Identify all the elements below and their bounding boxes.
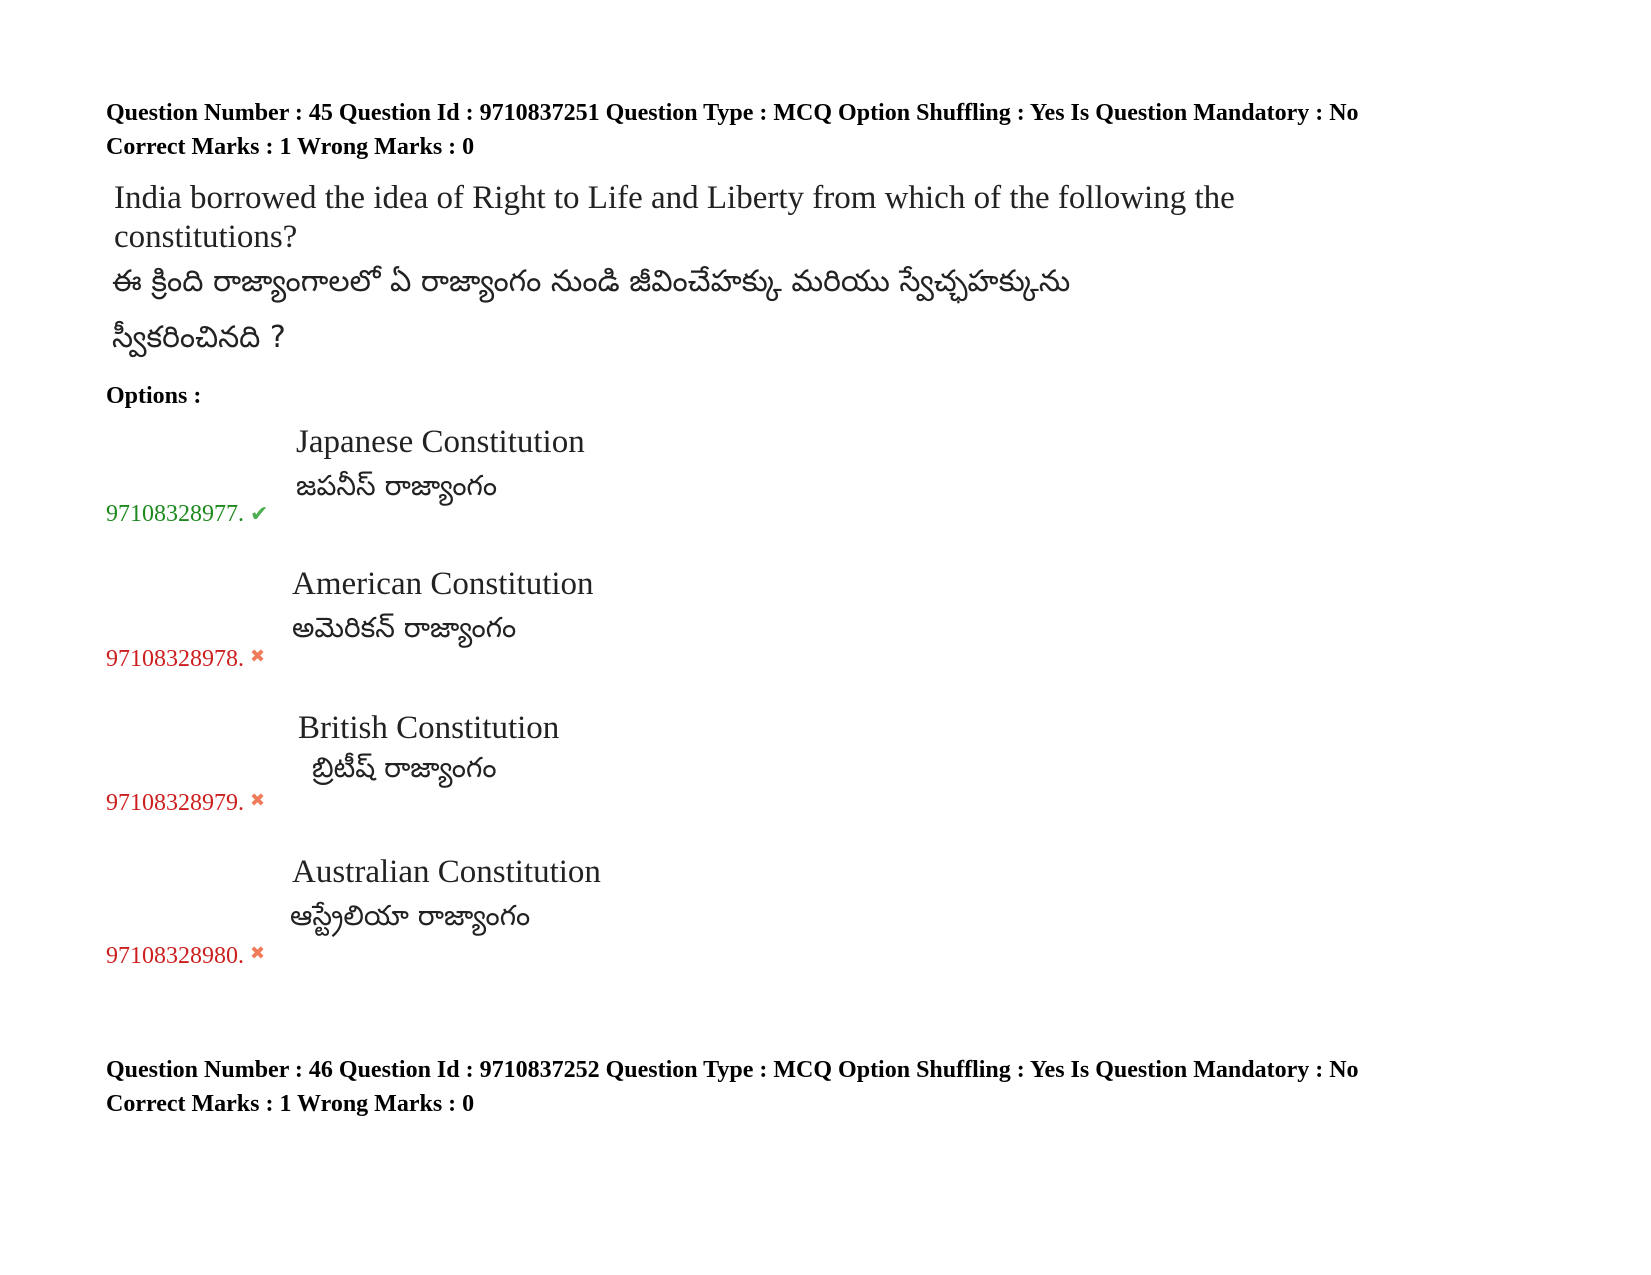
question-text-en-line2: constitutions?	[114, 219, 298, 255]
cross-icon: ✖	[250, 646, 266, 667]
option-2	[106, 560, 806, 670]
option-3-id	[106, 786, 265, 818]
option-4-id-label: 97108328980.	[106, 943, 244, 969]
question-45-meta: Question Number : 45 Question Id : 9710837251 Question Type : MCQ Option Shuffling : Yes Is Question Mandatory : No	[106, 100, 1359, 126]
question-text-en-line1: India borrowed the idea of Right to Life and Liberty from which of the following the	[114, 180, 1235, 216]
option-2-id-label: 97108328978.	[106, 646, 244, 672]
option-2-text-te: అమెరికన్ రాజ్యాంగం	[292, 611, 517, 644]
option-3	[106, 704, 806, 814]
option-1-text-en: Japanese Constitution	[296, 424, 585, 460]
option-3-text-en: British Constitution	[298, 710, 560, 746]
option-4-id	[106, 939, 265, 971]
cross-icon: ✖	[250, 943, 266, 964]
question-text-te-line2: స్వీకరించినది ?	[112, 320, 286, 355]
question-46-marks: Correct Marks : 1 Wrong Marks : 0	[106, 1091, 475, 1117]
option-2-id	[106, 642, 265, 674]
question-45-marks: Correct Marks : 1 Wrong Marks : 0	[106, 134, 475, 160]
option-3-id-label: 97108328979.	[106, 790, 244, 816]
option-1-id	[106, 499, 268, 530]
options-label: Options :	[106, 383, 202, 409]
option-1-text-te: జపనీస్ రాజ్యాంగం	[296, 469, 498, 502]
question-text-te-line1: ఈ క్రింది రాజ్యాంగాలలో ఏ రాజ్యాంగం నుండి జీవించేహక్కు మరియు స్వేచ్ఛహక్కును	[112, 264, 1071, 299]
option-3-text-te: బ్రిటీష్ రాజ్యాంగం	[312, 751, 497, 784]
cross-icon: ✖	[250, 790, 266, 811]
option-4-text-en: Australian Constitution	[292, 854, 601, 890]
option-4	[106, 848, 806, 969]
question-46-meta: Question Number : 46 Question Id : 9710837252 Question Type : MCQ Option Shuffling : Yes Is Question Mandatory : No	[106, 1057, 1359, 1083]
option-1-id-label: 97108328977.	[106, 501, 244, 527]
check-icon: ✔	[250, 502, 269, 527]
option-1	[106, 420, 806, 530]
option-4-text-te: ఆస్ట్రేలియా రాజ్యాంగం	[290, 899, 531, 932]
option-2-text-en: American Constitution	[292, 566, 594, 602]
